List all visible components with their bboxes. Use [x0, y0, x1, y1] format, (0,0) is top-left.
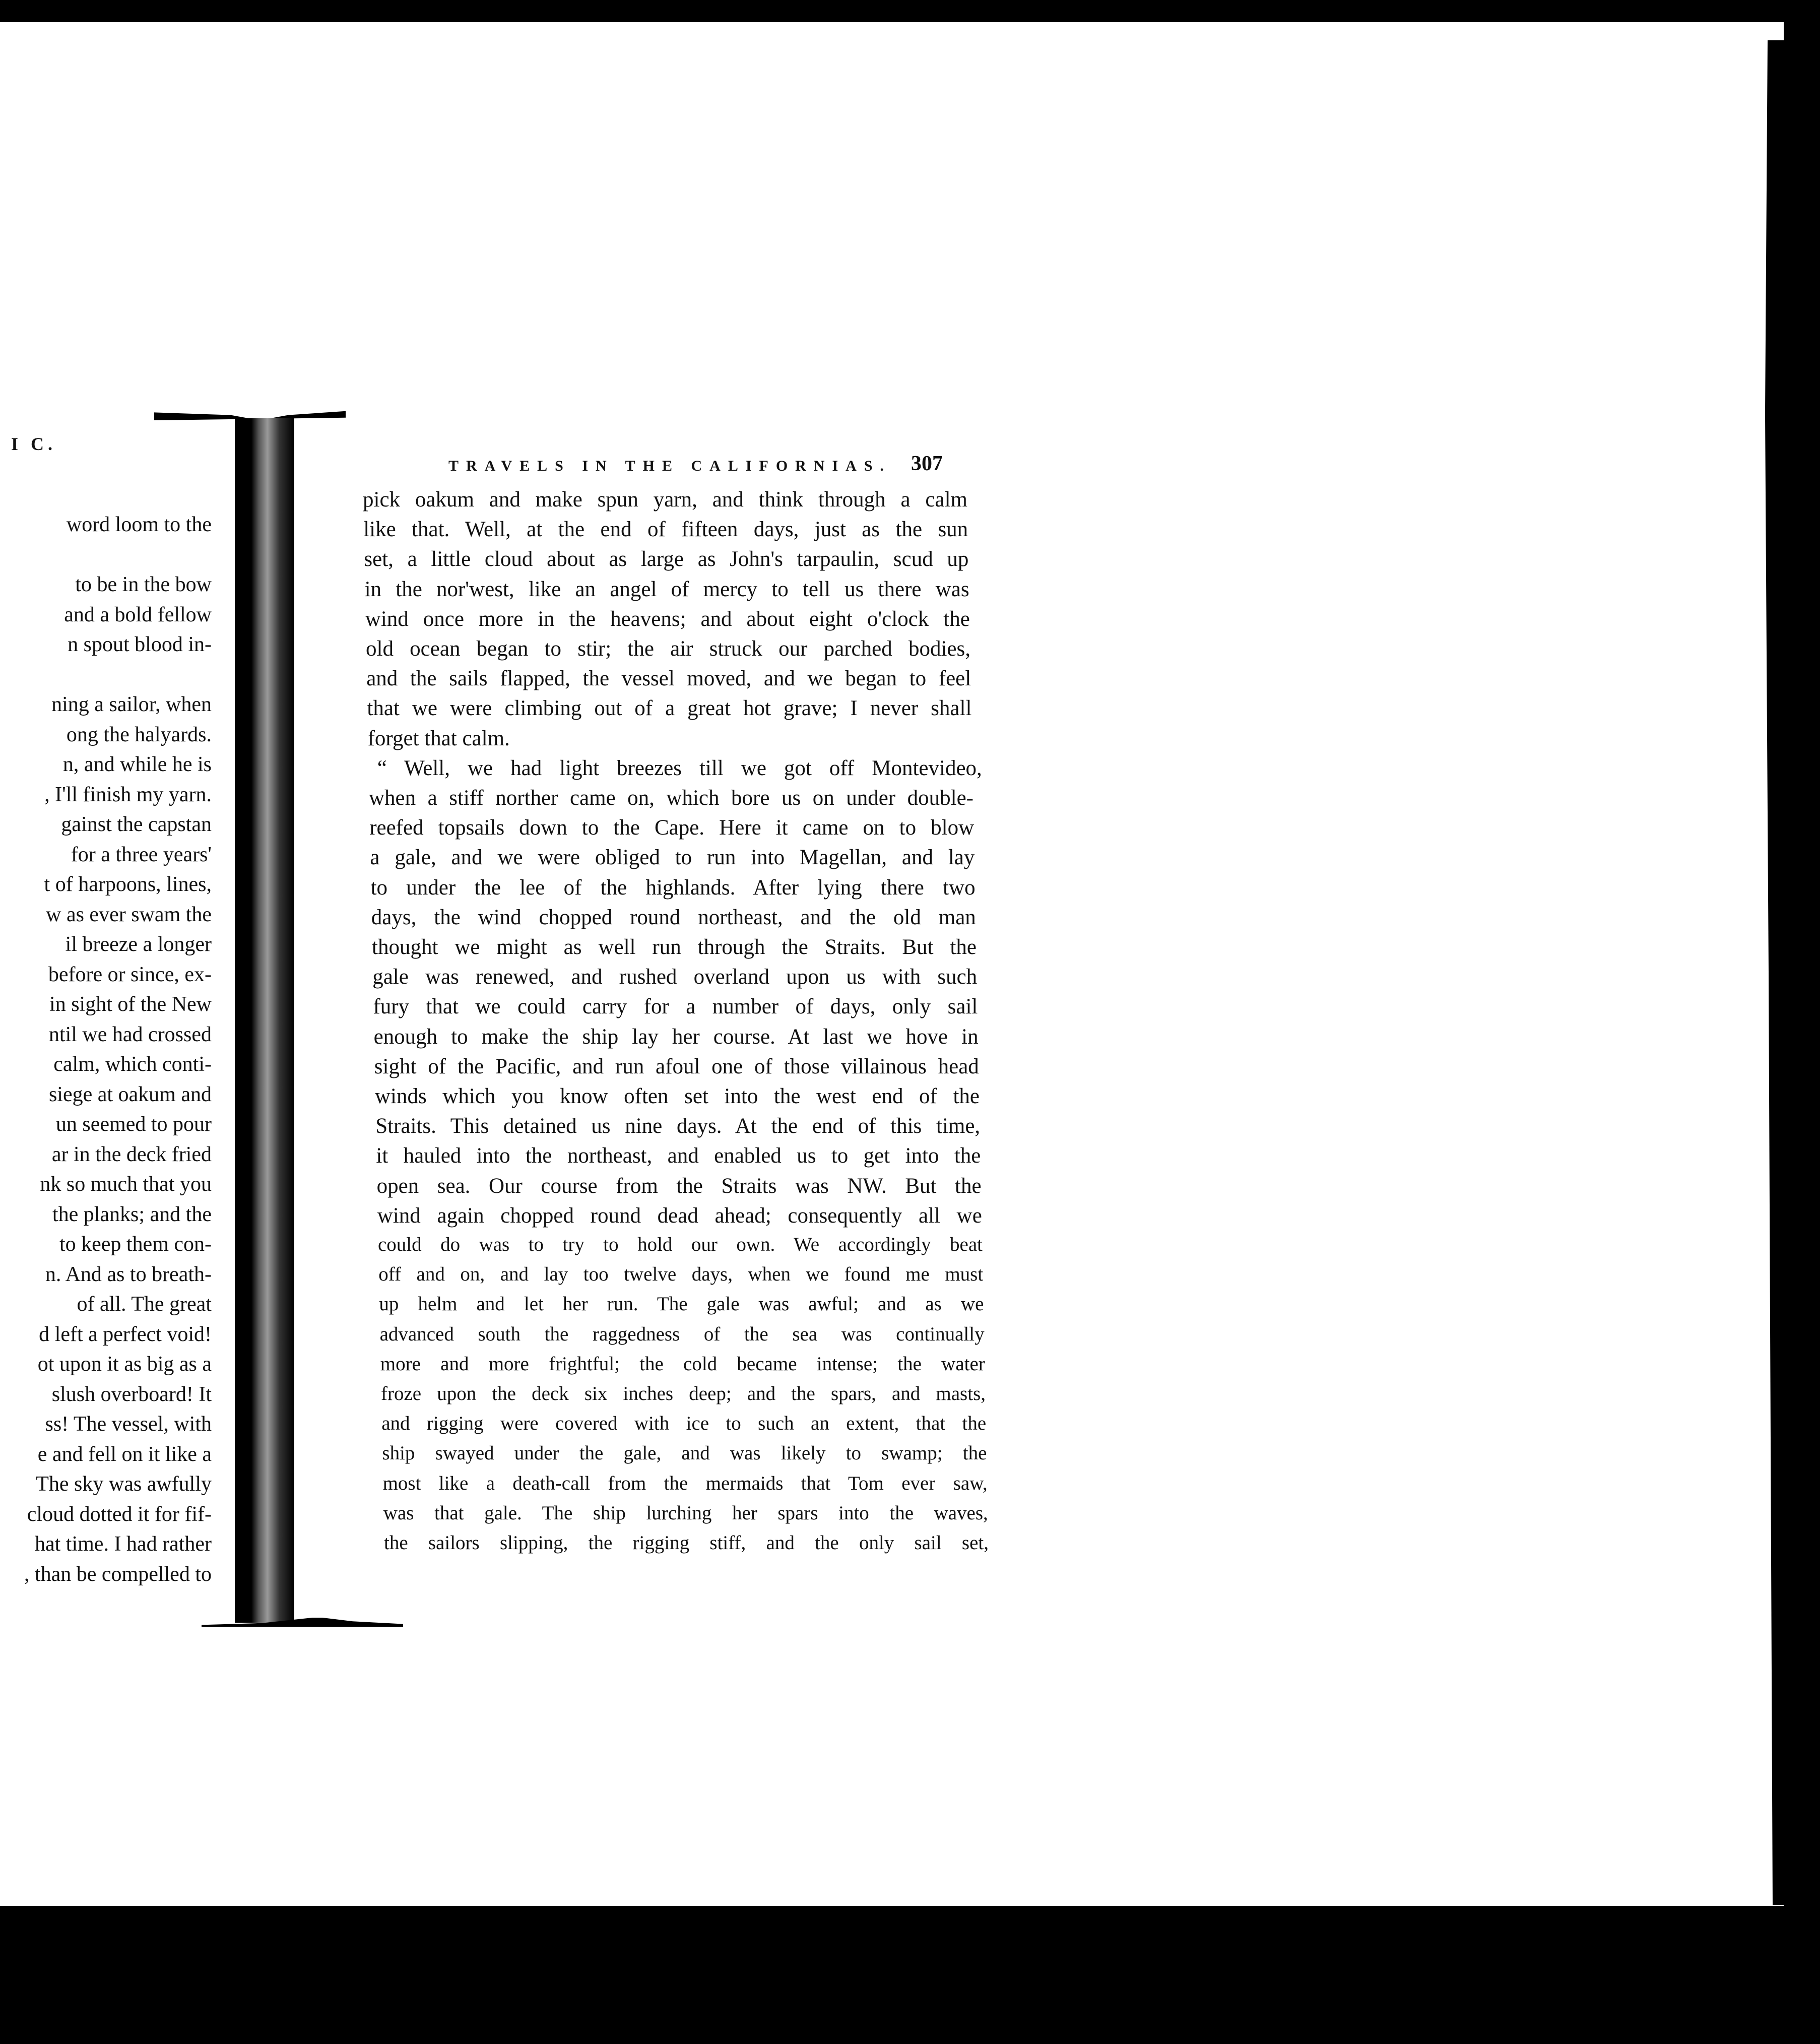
left-text-line: word loom to the	[66, 513, 212, 536]
text-line: a gale, and we were obliged to run into Magellan, and lay	[370, 846, 975, 870]
text-line: ship swayed under the gale, and was likely to swamp; the	[382, 1442, 987, 1464]
left-text-line: , I'll finish my yarn.	[44, 783, 212, 806]
left-text-line: before or since, ex-	[48, 963, 212, 986]
text-line: that we were climbing out of a great hot grave; I never shall	[367, 696, 972, 721]
text-line: fury that we could carry for a number of days, only sail	[373, 995, 978, 1019]
text-line: Straits. This detained us nine days. At the end of this time,	[375, 1114, 981, 1138]
left-text-line: un seemed to pour	[55, 1113, 212, 1136]
binding-shadow-bottom	[202, 1618, 403, 1627]
text-line: sight of the Pacific, and run afoul one of those villainous head	[374, 1054, 979, 1078]
left-text-line: ss! The vessel, with	[45, 1413, 212, 1436]
text-line: most like a death-call from the mermaids that Tom ever saw,	[382, 1472, 988, 1494]
text-line: thought we might as well run through the Straits. But the	[372, 935, 977, 959]
left-text-line: nk so much that you	[40, 1173, 212, 1196]
left-text-line: in sight of the New	[49, 993, 212, 1016]
text-line: “ Well, we had light breezes till we got off Montevideo,	[377, 756, 982, 780]
text-line: froze upon the deck six inches deep; and the spars, and masts,	[381, 1383, 986, 1404]
text-line: up helm and let her run. The gale was awful; and as we	[379, 1293, 984, 1315]
left-text-line: for a three years'	[71, 843, 212, 866]
left-text-line: and a bold fellow	[64, 603, 212, 626]
text-line: the sailors slipping, the rigging stiff, and the only sail set,	[384, 1532, 989, 1554]
left-text-line: t of harpoons, lines,	[44, 873, 212, 896]
left-text-line: The sky was awfully	[36, 1473, 212, 1496]
left-text-line: d left a perfect void!	[39, 1322, 212, 1346]
scan-border-right-edge	[1737, 40, 1788, 1905]
left-text-line: e and fell on it like a	[37, 1442, 212, 1466]
left-text-line: n, and while he is	[62, 753, 212, 776]
left-text-line: of all. The great	[77, 1293, 212, 1316]
text-line: could do was to try to hold our own. We accordingly beat	[378, 1234, 983, 1255]
text-line: forget that calm.	[367, 726, 510, 750]
text-line: reefed topsails down to the Cape. Here it came on to blow	[369, 816, 974, 840]
text-line: gale was renewed, and rushed overland upon us with such	[372, 965, 978, 989]
text-line: set, a little cloud about as large as John's tarpaulin, scud up	[364, 547, 969, 571]
book-gutter	[235, 418, 294, 1623]
text-line: was that gale. The ship lurching her spars into the waves,	[383, 1502, 988, 1524]
scan-border-top	[0, 0, 1820, 22]
text-line: pick oakum and make spun yarn, and think through a calm	[363, 488, 967, 512]
left-text-line: , than be compelled to	[24, 1562, 212, 1586]
scan-border-bottom	[0, 1906, 1820, 2044]
left-text-line: ong the halyards.	[66, 723, 212, 746]
left-text-line: to keep them con-	[59, 1233, 212, 1256]
text-line: and the sails flapped, the vessel moved, and we began to feel	[366, 667, 971, 691]
text-line: open sea. Our course from the Straits was NW. But the	[376, 1174, 982, 1198]
left-text-line: to be in the bow	[75, 573, 212, 596]
left-text-line: il breeze a longer	[65, 933, 212, 956]
text-line: off and on, and lay too twelve days, when we found me must	[378, 1263, 984, 1286]
left-running-head: I C.	[11, 434, 57, 454]
text-line: more and more frightful; the cold became intense; the water	[380, 1353, 985, 1375]
left-text-line: hat time. I had rather	[34, 1532, 212, 1556]
text-line: to under the lee of the highlands. After lying there two	[370, 875, 976, 900]
left-text-line: the planks; and the	[52, 1202, 212, 1226]
text-line: enough to make the ship lay her course. At last we hove in	[373, 1025, 979, 1049]
left-text-line: siege at oakum and	[48, 1082, 212, 1106]
running-title: TRAVELS IN THE CALIFORNIAS.	[448, 458, 892, 474]
left-text-line: ar in the deck fried	[51, 1142, 212, 1166]
text-line: when a stiff norther came on, which bore us on under double-	[369, 786, 973, 810]
text-line: in the nor'west, like an angel of mercy to tell us there was	[364, 577, 969, 601]
left-text-line: slush overboard! It	[51, 1382, 212, 1406]
text-line: winds which you know often set into the west end of the	[375, 1084, 980, 1108]
text-line: wind once more in the heavens; and about eight o'clock the	[365, 607, 970, 631]
left-text-line: gainst the capstan	[61, 813, 212, 836]
left-text-line: ning a sailor, when	[51, 693, 212, 716]
left-text-line: n. And as to breath-	[45, 1262, 212, 1286]
text-line: it hauled into the northeast, and enabled us to get into the	[376, 1144, 981, 1168]
left-text-line: w as ever swam the	[46, 903, 212, 926]
text-line: old ocean began to stir; the air struck our parched bodies,	[366, 637, 970, 661]
left-text-line: ntil we had crossed	[48, 1023, 212, 1046]
text-line: advanced south the raggedness of the sea was continually	[379, 1323, 985, 1345]
text-line: and rigging were covered with ice to such an extent, that the	[381, 1413, 987, 1435]
text-line: wind again chopped round dead ahead; consequently all we	[377, 1203, 982, 1228]
text-line: days, the wind chopped round northeast, and the old man	[371, 905, 976, 929]
left-text-line: ot upon it as big as a	[37, 1353, 212, 1376]
left-text-line: n spout blood in-	[68, 633, 212, 656]
page-number: 307	[911, 452, 943, 475]
running-head	[448, 452, 952, 480]
text-line: like that. Well, at the end of fifteen days, just as the sun	[363, 518, 968, 542]
scan-border-right	[1784, 0, 1820, 2044]
left-text-line: cloud dotted it for fif-	[27, 1502, 212, 1526]
left-text-line: calm, which conti-	[53, 1053, 212, 1076]
